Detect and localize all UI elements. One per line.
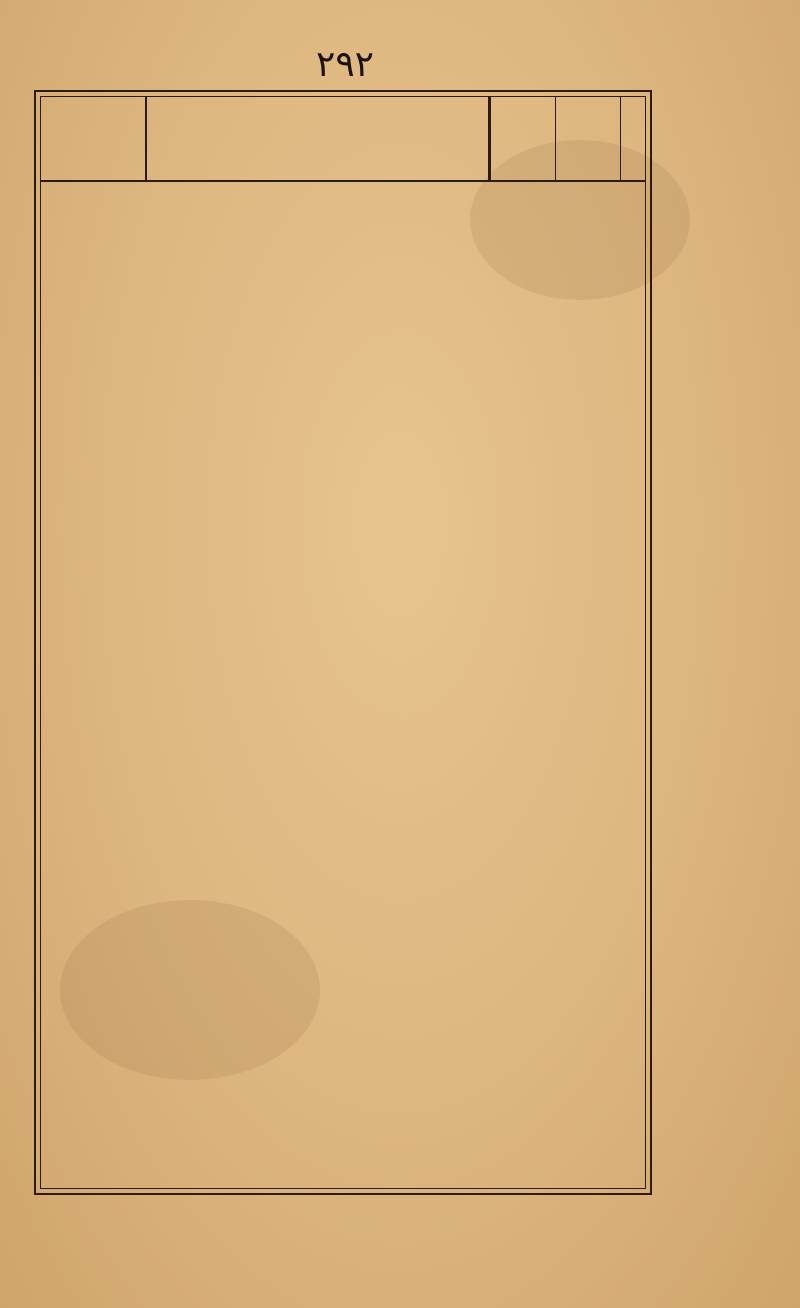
body-text-block bbox=[40, 185, 646, 1185]
body-line bbox=[40, 932, 646, 974]
body-line bbox=[40, 808, 646, 850]
body-line bbox=[40, 517, 646, 559]
title-empty-cell bbox=[490, 96, 555, 180]
title-table bbox=[40, 96, 646, 182]
title-left-line bbox=[40, 99, 145, 102]
header-right-text bbox=[490, 40, 660, 90]
page-number: ۲۹۲ bbox=[315, 44, 374, 85]
body-line bbox=[40, 434, 646, 476]
body-line bbox=[40, 725, 646, 767]
title-line bbox=[147, 99, 488, 102]
body-line bbox=[40, 974, 646, 1016]
body-line bbox=[40, 393, 646, 435]
body-line bbox=[40, 1057, 646, 1099]
title-cell bbox=[145, 96, 490, 180]
header-left-text bbox=[40, 40, 160, 90]
body-line bbox=[40, 1015, 646, 1057]
body-line bbox=[40, 1140, 646, 1182]
body-line bbox=[40, 600, 646, 642]
body-line bbox=[40, 683, 646, 725]
body-line bbox=[40, 766, 646, 808]
body-line bbox=[40, 891, 646, 933]
body-line bbox=[40, 849, 646, 891]
body-line bbox=[40, 642, 646, 684]
body-line bbox=[40, 227, 646, 269]
body-line bbox=[40, 185, 646, 227]
body-line bbox=[40, 559, 646, 601]
body-line bbox=[40, 351, 646, 393]
body-line bbox=[40, 268, 646, 310]
title-left-cell bbox=[40, 96, 145, 180]
body-line bbox=[40, 476, 646, 518]
title-empty-cell bbox=[620, 96, 646, 180]
body-line bbox=[40, 1098, 646, 1140]
title-empty-cell bbox=[555, 96, 620, 180]
body-line bbox=[40, 310, 646, 352]
